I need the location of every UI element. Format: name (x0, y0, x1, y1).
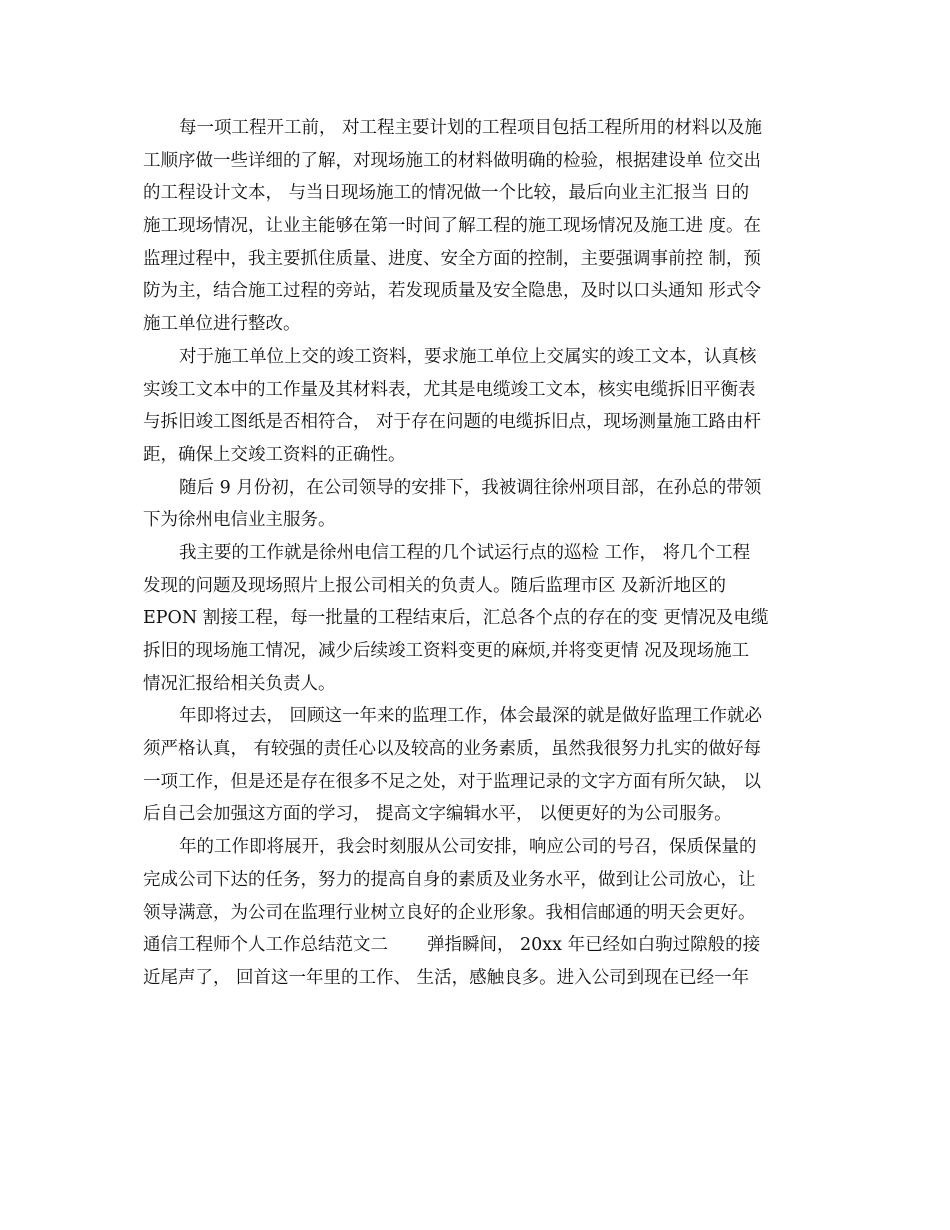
section-heading-line-1: 通信工程师个人工作总结范文二 弹指瞬间， 20xx 年已经如白驹过隙般的接 (143, 935, 761, 956)
paragraph-5-line-4: 后自己会加强这方面的学习， 提高文字编辑水平， 以便更好的为公司服务。 (143, 804, 732, 825)
paragraph-2-line-2: 实竣工文本中的工作量及其材料表，尤其是电缆竣工文本，核实电缆拆旧平衡表 (143, 379, 756, 400)
paragraph-1-line-3: 的工程设计文本， 与当日现场施工的情况做一个比较，最后向业主汇报当 日的 (143, 183, 750, 204)
paragraph-4-line-5: 情况汇报给相关负责人。 (143, 673, 336, 694)
paragraph-1-line-7: 施工单位进行整改。 (143, 314, 301, 335)
paragraph-3-line-1: 随后 9 月份初，在公司领导的安排下，我被调往徐州项目部，在孙总的带领 (179, 477, 762, 498)
paragraph-1-line-5: 监理过程中，我主要抓住质量、进度、安全方面的控制，主要强调事前控 制，预 (143, 248, 762, 269)
paragraph-4-line-2: 发现的问题及现场照片上报公司相关的负责人。随后监理市区 及新沂地区的 (143, 575, 727, 596)
paragraph-1-line-1: 每一项工程开工前， 对工程主要计划的工程项目包括工程所用的材料以及施 (179, 118, 763, 138)
paragraph-6-line-1: 年的工作即将展开，我会时刻服从公司安排，响应公司的号召，保质保量的 (179, 837, 757, 858)
paragraph-1-line-4: 施工现场情况，让业主能够在第一时间了解工程的施工现场情况及施工进 度。在 (143, 216, 762, 237)
paragraph-1-line-6: 防为主，结合施工过程的旁站，若发现质量及安全隐患，及时以口头通知 形式令 (143, 281, 762, 302)
paragraph-1-line-2: 工顺序做一些详细的了解，对现场施工的材料做明确的检验，根据建设单 位交出 (143, 150, 762, 171)
paragraph-6-line-3: 领导满意，为公司在监理行业树立良好的企业形象。我相信邮通的明天会更好。 (143, 902, 756, 923)
paragraph-2-line-1: 对于施工单位上交的竣工资料，要求施工单位上交属实的竣工文本，认真核 (179, 346, 757, 367)
paragraph-4-line-3: EPON 割接工程，每一批量的工程结束后，汇总各个点的存在的变 更情况及电缆 (143, 608, 769, 629)
paragraph-4-line-4: 拆旧的现场施工情况，减少后续竣工资料变更的麻烦,并将变更情 况及现场施工 (143, 641, 750, 661)
section-heading-line-2: 近尾声了， 回首这一年里的工作、 生活，感触良多。进入公司到现在已经一年 (143, 967, 750, 988)
document-body (143, 112, 813, 995)
paragraph-2-line-4: 距，确保上交竣工资料的正确性。 (143, 444, 406, 465)
paragraph-2-line-3: 与拆旧竣工图纸是否相符合， 对于存在问题的电缆拆旧点，现场测量施工路由杆 (143, 412, 762, 433)
paragraph-3-line-2: 下为徐州电信业主服务。 (143, 510, 336, 531)
paragraph-6-line-2: 完成公司下达的任务，努力的提高自身的素质及业务水平，做到让公司放心，让 (143, 869, 756, 890)
paragraph-4-line-1: 我主要的工作就是徐州电信工程的几个试运行点的巡检 工作， 将几个工程 (179, 542, 751, 563)
paragraph-5-line-3: 一项工作，但是还是存在很多不足之处，对于监理记录的文字方面有所欠缺， 以 (143, 771, 762, 792)
paragraph-5-line-1: 年即将过去， 回顾这一年来的监理工作，体会最深的就是做好监理工作就必 (179, 706, 763, 727)
paragraph-5-line-2: 须严格认真， 有较强的责任心以及较高的业务素质，虽然我很努力扎实的做好每 (143, 739, 762, 760)
